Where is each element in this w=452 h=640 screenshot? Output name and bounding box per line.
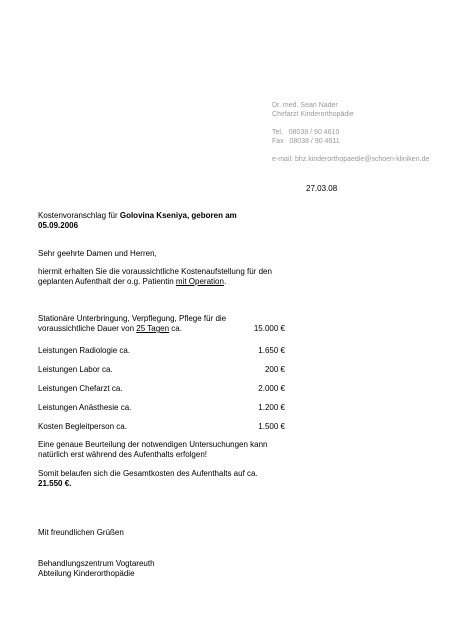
sender-email (272, 155, 429, 164)
stay-line-2-text: voraussichtliche Dauer von (38, 324, 135, 333)
salutation: Sehr geehrte Damen und Herren, (38, 249, 157, 258)
signature-line-2: Abteilung Kinderorthopädie (38, 569, 135, 578)
closing: Mit freundlichen Grüßen (38, 528, 124, 537)
cost-item-value: 1.200 € (258, 403, 285, 412)
stay-line-2 (38, 324, 182, 334)
subject-dob: 05.09.2006 (38, 221, 79, 230)
tel-number: 08038 / 90 4610 (288, 129, 340, 136)
sender-title: Chefarzt Kinderorthopädie (272, 111, 354, 118)
fax-label: Fax (272, 138, 284, 145)
cost-item-value: 1.650 € (258, 346, 285, 355)
intro-line-2 (38, 277, 226, 287)
intro-period: . (223, 277, 227, 286)
cost-item-label: Leistungen Radiologie ca. (38, 346, 131, 355)
sender-tel (272, 128, 339, 137)
sender-fax (272, 137, 340, 146)
email-address: bhz.kinderorthopaedie@schoen-kliniken.de (294, 156, 430, 163)
cost-item-label: Leistungen Labor ca. (38, 365, 113, 374)
email-label: e-mail: (272, 156, 294, 163)
subject-patient-name: Golovina Kseniya, geboren am (119, 211, 237, 220)
subject-line (38, 211, 237, 221)
cost-item-value: 1.500 € (258, 422, 285, 431)
note-line-2: natürlich erst während des Aufenthalts erfolgen! (38, 450, 207, 459)
cost-item-value: 2.000 € (258, 384, 285, 393)
cost-item-label: Leistungen Anästhesie ca. (38, 403, 132, 412)
cost-item-value: 200 € (264, 365, 285, 374)
stay-ca: ca. (171, 324, 182, 333)
letter-date: 27.03.08 (306, 184, 338, 193)
total-line-1: Somit belaufen sich die Gesamtkosten des Aufenthalts auf ca. (38, 469, 258, 478)
total-value: 21.550 €. (38, 479, 72, 488)
stay-cost-value: 15.000 € (253, 324, 285, 333)
intro-line-2-text: geplanten Aufenthalt der o.g. Patientin (38, 277, 174, 286)
intro-operation-underlined: mit Operation (175, 277, 224, 286)
stay-duration: 25 Tagen (136, 324, 170, 333)
note-line-1: Eine genaue Beurteilung der notwendigen Untersuchungen kann (38, 440, 268, 449)
cost-item-label: Leistungen Chefarzt ca. (38, 384, 123, 393)
stay-line-1: Stationäre Unterbringung, Verpflegung, Pflege für die (38, 314, 227, 323)
signature-line-1: Behandlungszentrum Vogtareuth (38, 559, 155, 568)
subject-prefix: Kostenvoranschlag für (38, 211, 118, 220)
cost-item-label: Kosten Begleitperson ca. (38, 422, 127, 431)
tel-label: Tel. (272, 129, 283, 136)
fax-number: 08038 / 90 4611 (289, 138, 340, 145)
intro-line-1: hiermit erhalten Sie die voraussichtliche Kostenaufstellung für den (38, 267, 272, 276)
sender-name: Dr. med. Sean Nader (272, 102, 338, 109)
